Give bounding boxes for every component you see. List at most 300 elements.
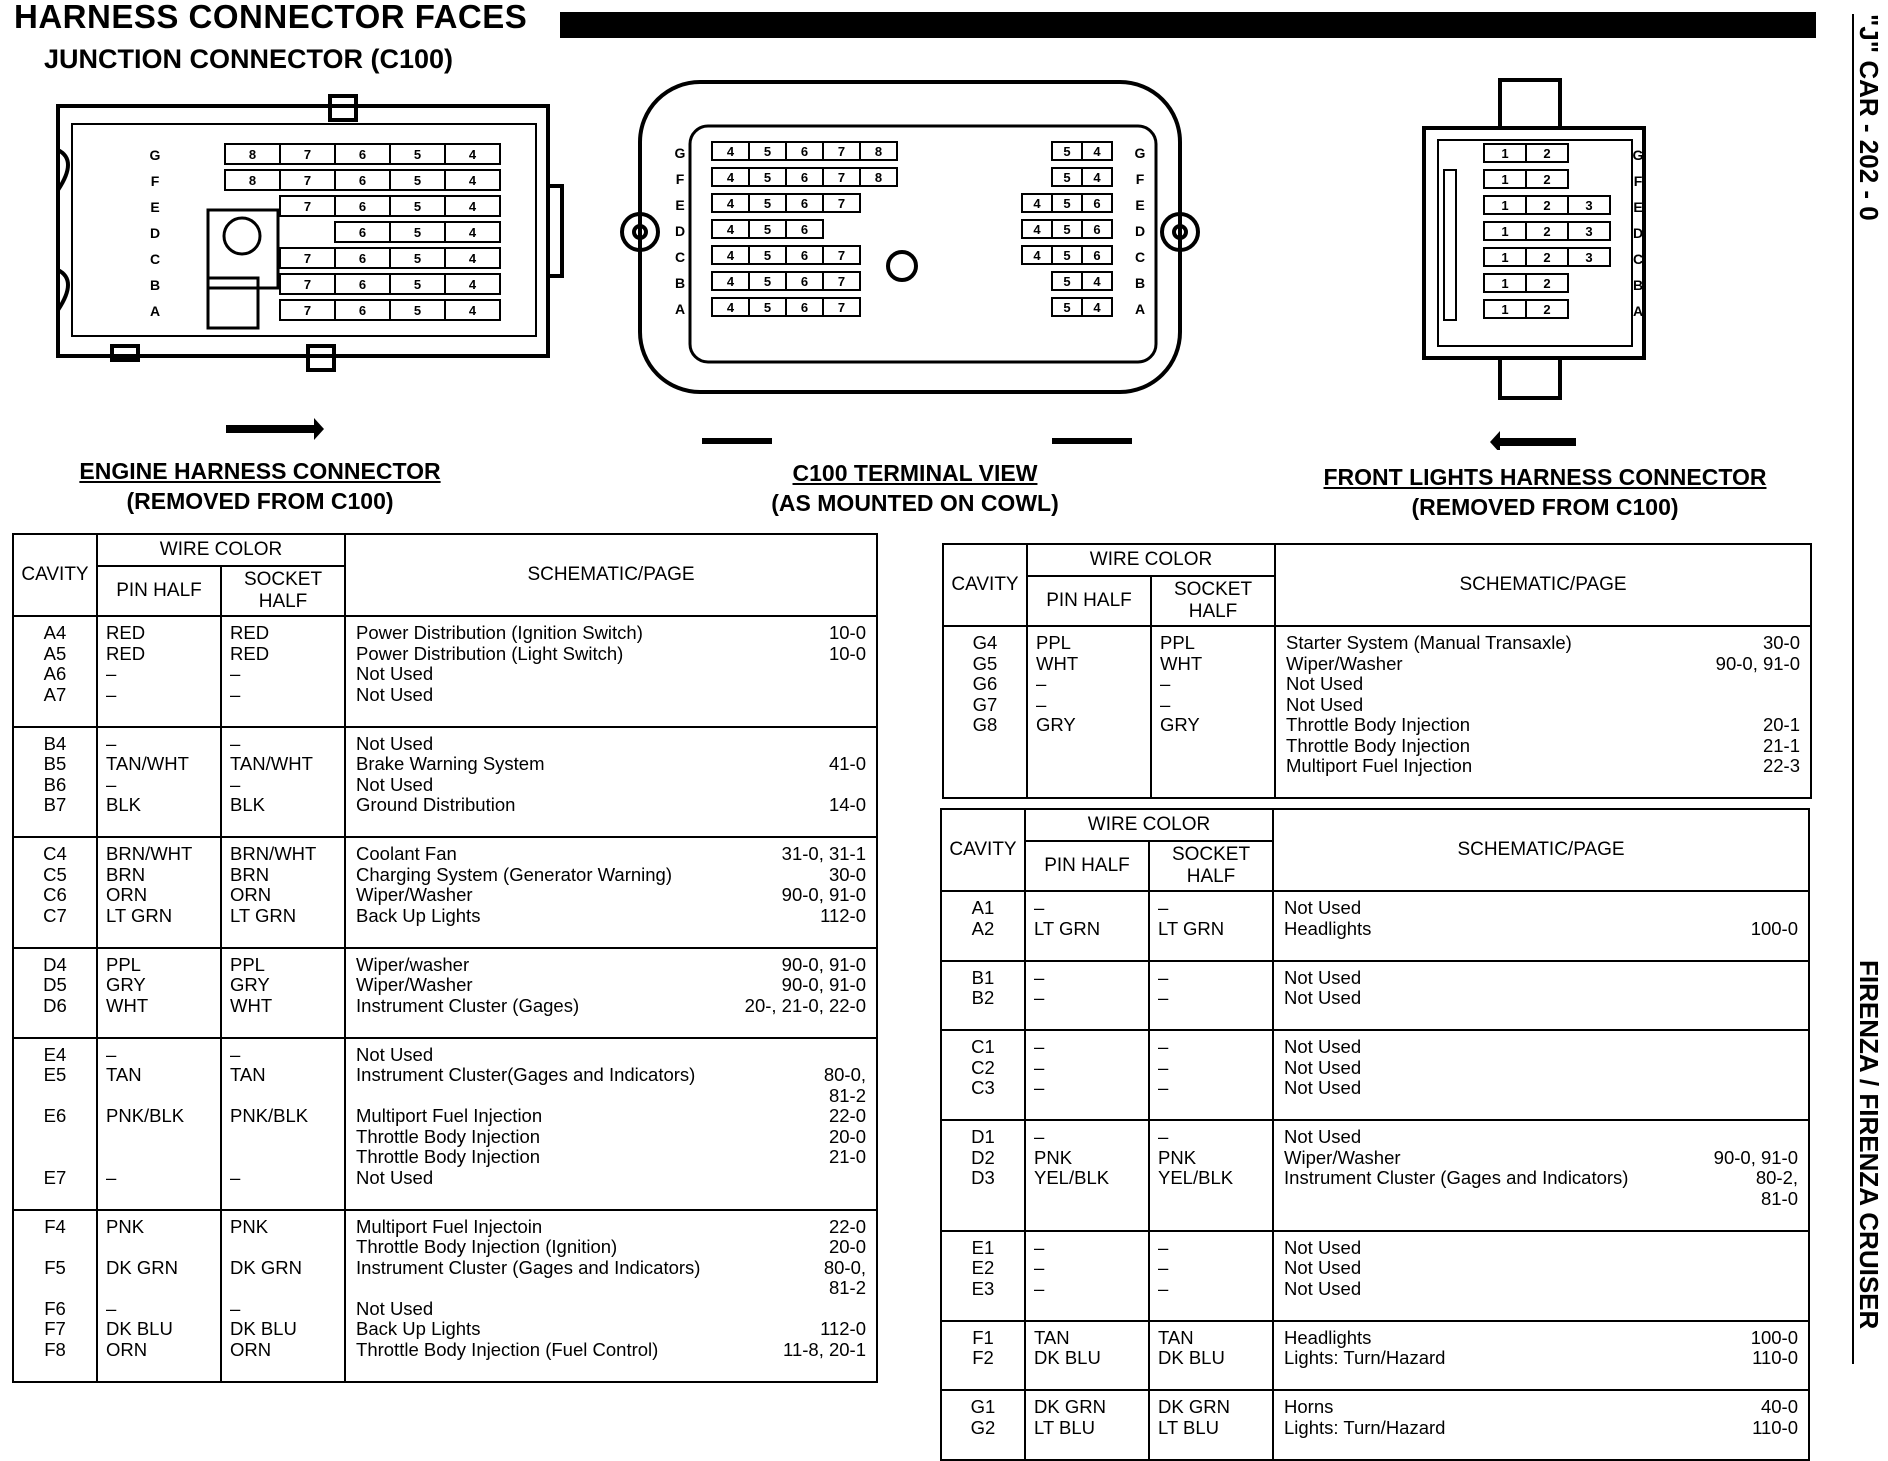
terminal-cavity-number: 7 — [837, 300, 846, 315]
cavity-id: F1 — [972, 1326, 994, 1348]
schematic-page: 20-, 21-0, 22-0 — [744, 994, 867, 1016]
socket-color: DK GRN — [1158, 1396, 1230, 1417]
terminal-cavity-number: 4 — [726, 144, 735, 159]
pin-half-header: PIN HALF — [1027, 576, 1151, 626]
pin-color: – — [1034, 966, 1045, 988]
schematic-name: Not Used — [356, 1166, 434, 1188]
terminal-row-letter-left: E — [675, 197, 685, 213]
row-spacer — [1284, 1369, 1798, 1390]
cavity-id: G6 — [972, 673, 998, 694]
schematic-name: Not Used — [356, 1043, 434, 1065]
socket-color: TAN — [230, 1064, 266, 1085]
table-row — [13, 948, 877, 1038]
pin-color: – — [1034, 1056, 1045, 1078]
row-spacer — [356, 1016, 866, 1037]
pin-color: PNK/BLK — [106, 1105, 185, 1126]
schematic-line — [356, 955, 866, 976]
front-cavity-number: 3 — [1585, 224, 1593, 239]
socket-color: – — [1158, 1236, 1169, 1258]
g-wiring-table — [942, 543, 1812, 799]
terminal-cavity-number: 5 — [763, 248, 772, 263]
schematic-name: Not Used — [1284, 1036, 1362, 1057]
schematic-line — [1284, 1258, 1798, 1279]
schematic-line — [356, 975, 866, 996]
terminal-caption-note: (AS MOUNTED ON COWL) — [771, 490, 1059, 516]
engine-cavity-number: 5 — [413, 251, 422, 266]
cavity-id: A1 — [971, 897, 995, 918]
engine-cavity-number: 6 — [358, 199, 367, 214]
schematic-line — [1286, 654, 1800, 675]
schematic-name: Not Used — [1284, 1277, 1362, 1299]
terminal-cavity-number: 5 — [763, 222, 772, 237]
schematic-line — [1284, 968, 1798, 989]
socket-color: – — [1158, 966, 1169, 988]
cavity-id: A7 — [43, 683, 67, 705]
socket-color — [230, 1127, 344, 1148]
socket-color: TAN — [1158, 1326, 1194, 1348]
wire-color-header: WIRE COLOR — [97, 534, 345, 566]
schematic-page: 21-1 — [1762, 734, 1801, 756]
schematic-line — [356, 1217, 866, 1238]
left-wiring-table — [12, 533, 878, 1383]
socket-color: – — [230, 683, 241, 705]
pin-color: – — [106, 683, 117, 705]
terminal-cavity-number: 4 — [726, 300, 735, 315]
pin-color: PNK — [106, 1215, 145, 1237]
cavity-id: G5 — [972, 652, 998, 674]
engine-cavity-number: 4 — [468, 303, 477, 318]
pin-color: WHT — [1036, 652, 1079, 674]
schematic-page: 10-0 — [828, 622, 867, 643]
schematic-page: 21-0 — [828, 1146, 867, 1167]
cavity-header: CAVITY — [941, 809, 1025, 891]
socket-color: – — [230, 1166, 241, 1188]
socket-color: GRY — [1160, 714, 1200, 735]
schematic-page: 10-0 — [828, 642, 867, 664]
socket-color — [230, 1147, 344, 1168]
terminal-cavity-number: 6 — [800, 222, 809, 237]
cavity-id: F7 — [44, 1318, 66, 1339]
schematic-name: Not Used — [1284, 1236, 1362, 1258]
pin-color: BLK — [106, 794, 141, 815]
front-row-letter: E — [1633, 199, 1643, 215]
pin-color: PNK — [1034, 1146, 1073, 1168]
schematic-line — [356, 623, 866, 644]
cavity-header: CAVITY — [13, 534, 97, 616]
socket-color: – — [230, 1043, 241, 1065]
schematic-name: Multiport Fuel Injection — [356, 1105, 543, 1126]
direction-arrows — [226, 418, 1576, 450]
engine-cavity-number: 7 — [303, 147, 312, 162]
schematic-line — [1284, 1058, 1798, 1079]
schematic-line — [356, 865, 866, 886]
cavity-id: B7 — [43, 794, 67, 815]
engine-cavity-number: 8 — [248, 173, 257, 188]
front-cavity-number: 1 — [1501, 302, 1509, 317]
terminal-cavity-number: 5 — [1063, 300, 1071, 315]
schematic-line — [356, 734, 866, 755]
schematic-page: 22-3 — [1762, 755, 1801, 776]
engine-row-letter: C — [149, 251, 161, 267]
schematic-page: 11-8, 20-1 — [783, 1338, 867, 1360]
schematic-name: Instrument Cluster(Gages and Indicators) — [356, 1064, 696, 1085]
socket-color: YEL/BLK — [1158, 1167, 1234, 1188]
schematic-line — [356, 775, 866, 796]
schematic-name: Ground Distribution — [356, 794, 516, 815]
table-row — [941, 1231, 1809, 1321]
cavity-id: E2 — [971, 1257, 995, 1278]
pin-color — [106, 1127, 220, 1148]
pin-color — [106, 1278, 220, 1299]
schematic-name: Not Used — [1284, 987, 1362, 1008]
schematic-line — [356, 1147, 866, 1168]
schematic-name: Starter System (Manual Transaxle) — [1286, 632, 1572, 653]
schematic-name: Not Used — [1284, 1126, 1362, 1147]
schematic-line — [356, 1106, 866, 1127]
cavity-id: E7 — [43, 1166, 67, 1188]
side-label-page: "J" CAR - 202 - 0 — [1854, 14, 1884, 221]
engine-cavity-number: 6 — [358, 173, 367, 188]
cavity-id: A2 — [971, 917, 995, 939]
cavity-id: G7 — [972, 693, 998, 715]
pin-color: TAN/WHT — [106, 753, 189, 774]
pin-color: TAN — [1034, 1326, 1070, 1348]
cavity-id: F6 — [44, 1297, 66, 1319]
socket-color: – — [230, 1297, 241, 1319]
front-cavity-number: 2 — [1543, 146, 1551, 161]
terminal-cavity-number: 5 — [763, 274, 772, 289]
front-caption-note: (REMOVED FROM C100) — [1411, 494, 1679, 520]
engine-cavity-number: 7 — [303, 303, 312, 318]
terminal-cavity-number: 4 — [1033, 196, 1041, 211]
schematic-line — [1284, 1418, 1798, 1439]
socket-color: ORN — [230, 1338, 272, 1360]
schematic-page: 81-2 — [828, 1084, 867, 1106]
schematic-name: Multiport Fuel Injection — [1286, 755, 1473, 776]
pin-color: – — [106, 1166, 117, 1188]
engine-cavity-number: 4 — [468, 277, 477, 292]
page-title: HARNESS CONNECTOR FACES — [14, 0, 528, 35]
front-cavity-number: 2 — [1543, 198, 1551, 213]
pin-color: DK BLU — [1034, 1347, 1101, 1368]
row-spacer — [356, 816, 866, 837]
engine-row-letter: D — [149, 225, 161, 241]
socket-color: ORN — [230, 884, 272, 905]
terminal-cavity-number: 6 — [1093, 222, 1101, 237]
schematic-page: 112-0 — [820, 1318, 867, 1339]
schematic-page: 81-0 — [1760, 1187, 1799, 1209]
socket-color: DK BLU — [230, 1318, 297, 1339]
cavity-id: A5 — [43, 642, 67, 664]
pin-color: – — [106, 663, 117, 684]
front-row-letter: F — [1633, 173, 1643, 189]
wire-color-header: WIRE COLOR — [1027, 544, 1275, 576]
schematic-line — [1284, 1127, 1798, 1148]
schematic-page: 90-0, 91-0 — [781, 884, 867, 905]
front-cavity-number: 2 — [1543, 276, 1551, 291]
terminal-cavity-number: 8 — [874, 170, 883, 185]
terminal-row-letter-right: G — [1134, 145, 1146, 161]
socket-color: PNK — [230, 1215, 269, 1237]
terminal-cavity-number: 4 — [1093, 144, 1101, 159]
terminal-cavity-number: 4 — [726, 196, 735, 211]
engine-cavity-number: 6 — [358, 147, 367, 162]
schematic-line — [1286, 736, 1800, 757]
front-wiring-table — [940, 808, 1810, 1461]
terminal-cavity-number: 5 — [1063, 222, 1071, 237]
socket-color — [230, 1237, 344, 1258]
row-spacer — [1284, 1438, 1798, 1459]
cavity-id: E5 — [43, 1064, 67, 1085]
terminal-row-letter-right: D — [1134, 223, 1146, 239]
front-cavity-number: 1 — [1501, 224, 1509, 239]
table-row — [941, 1321, 1809, 1391]
table-row — [941, 891, 1809, 961]
socket-color: TAN/WHT — [230, 753, 313, 774]
pin-color: TAN — [106, 1064, 142, 1085]
front-cavity-number: 1 — [1501, 146, 1509, 161]
schematic-line — [356, 1086, 866, 1107]
socket-color — [230, 1086, 344, 1107]
cavity-id: F8 — [44, 1338, 66, 1360]
pin-color: YEL/BLK — [1034, 1167, 1110, 1188]
engine-cavity-number: 7 — [303, 277, 312, 292]
pin-color: – — [106, 1297, 117, 1319]
engine-caption-title: ENGINE HARNESS CONNECTOR — [79, 458, 441, 484]
schematic-line — [356, 885, 866, 906]
pin-color: – — [1034, 987, 1045, 1008]
socket-color: LT GRN — [230, 904, 297, 926]
terminal-row-letter-right: F — [1135, 171, 1145, 187]
socket-color: PPL — [1160, 632, 1195, 653]
terminal-row-letter-right: B — [1134, 275, 1146, 291]
cavity-id: D5 — [43, 974, 67, 995]
cavity-id: F2 — [972, 1347, 994, 1368]
terminal-cavity-number: 4 — [1033, 222, 1041, 237]
row-spacer — [356, 1360, 866, 1381]
schematic-line — [1284, 1238, 1798, 1259]
row-spacer — [1284, 1209, 1798, 1230]
pin-color: ORN — [106, 884, 148, 905]
schematic-page: 110-0 — [1752, 1347, 1799, 1368]
socket-color: DK GRN — [230, 1256, 302, 1278]
engine-cavity-number: 7 — [303, 199, 312, 214]
front-cavity-number: 3 — [1585, 198, 1593, 213]
schematic-line — [1284, 1168, 1798, 1189]
schematic-line — [1284, 1078, 1798, 1099]
pin-color: – — [106, 773, 117, 795]
engine-cavity-number: 7 — [303, 173, 312, 188]
terminal-cavity-number: 4 — [726, 170, 735, 185]
socket-color: WHT — [230, 994, 273, 1016]
table-row — [13, 1210, 877, 1382]
pin-color: RED — [106, 642, 146, 664]
engine-caption — [60, 456, 460, 516]
engine-cavity-number: 4 — [468, 251, 477, 266]
engine-cavity-number: 6 — [358, 225, 367, 240]
cavity-id: D1 — [971, 1126, 995, 1147]
schematic-line — [356, 1340, 866, 1361]
terminal-cavity-number: 4 — [726, 222, 735, 237]
cavity-id: C4 — [43, 843, 67, 864]
schematic-line — [356, 1278, 866, 1299]
terminal-cavity-number: 5 — [1063, 248, 1071, 263]
schematic-line — [356, 644, 866, 665]
schematic-name: Not Used — [356, 1297, 434, 1319]
engine-row-letter: G — [149, 147, 161, 163]
schematic-name: Power Distribution (Ignition Switch) — [356, 622, 643, 643]
cavity-id: F5 — [44, 1256, 66, 1278]
schematic-name: Wiper/Washer — [356, 884, 473, 905]
pin-color: – — [106, 1043, 117, 1065]
terminal-cavity-number: 5 — [763, 196, 772, 211]
schematic-line — [356, 754, 866, 775]
cavity-id: D3 — [971, 1167, 995, 1188]
schematic-page: 90-0, 91-0 — [1715, 652, 1801, 674]
schematic-name: Throttle Body Injection — [356, 1125, 541, 1147]
terminal-cavity-number: 5 — [763, 170, 772, 185]
schematic-line — [356, 1045, 866, 1066]
socket-color: BRN — [230, 863, 270, 885]
schematic-name: Wiper/Washer — [1286, 652, 1403, 674]
table-row — [941, 1390, 1809, 1460]
side-label-model: FIRENZA / FIRENZA CRUISER — [1854, 960, 1884, 1330]
table-row — [13, 837, 877, 948]
schematic-name: Throttle Body Injection — [356, 1146, 541, 1167]
socket-color: PPL — [230, 953, 265, 975]
schematic-name: Multiport Fuel Injectoin — [356, 1215, 543, 1237]
socket-color: – — [230, 663, 241, 684]
cavity-id: E6 — [43, 1105, 67, 1126]
row-spacer — [1284, 1009, 1798, 1030]
schematic-page: 112-0 — [820, 904, 867, 926]
schematic-header: SCHEMATIC/PAGE — [345, 534, 877, 616]
row-spacer — [1286, 777, 1800, 798]
terminal-row-letter-right: A — [1134, 301, 1146, 317]
cavity-id — [14, 1278, 96, 1299]
schematic-line — [1284, 1397, 1798, 1418]
front-cavity-number: 2 — [1543, 302, 1551, 317]
cavity-id: B6 — [43, 773, 67, 795]
page-subtitle: JUNCTION CONNECTOR (C100) — [44, 44, 454, 74]
socket-color — [230, 1278, 344, 1299]
pin-color: GRY — [1036, 714, 1076, 735]
cavity-id: C3 — [971, 1077, 995, 1098]
schematic-line — [356, 1299, 866, 1320]
engine-cavity-number: 5 — [413, 199, 422, 214]
terminal-caption-title: C100 TERMINAL VIEW — [792, 460, 1038, 486]
schematic-line — [1284, 898, 1798, 919]
schematic-line — [1286, 674, 1800, 695]
schematic-name: Coolant Fan — [356, 843, 457, 864]
schematic-name: Throttle Body Injection — [1286, 714, 1471, 735]
socket-color: – — [1160, 693, 1171, 715]
schematic-name: Not Used — [356, 732, 434, 754]
schematic-name: Power Distribution (Light Switch) — [356, 642, 624, 664]
schematic-page: 40-0 — [1760, 1396, 1799, 1417]
pin-color: RED — [106, 622, 146, 643]
socket-color: LT GRN — [1158, 917, 1225, 939]
schematic-page: 30-0 — [828, 863, 867, 885]
cavity-id: C6 — [43, 884, 67, 905]
cavity-id: E1 — [971, 1236, 995, 1258]
cavity-id — [14, 1237, 96, 1258]
schematic-page: 20-0 — [828, 1236, 867, 1257]
schematic-line — [356, 996, 866, 1017]
terminal-cavity-number: 5 — [763, 144, 772, 159]
schematic-name: Not Used — [1284, 1077, 1362, 1098]
terminal-row-letter-left: B — [674, 275, 686, 291]
schematic-name: Wiper/Washer — [1284, 1146, 1401, 1168]
socket-half-header: SOCKET HALF — [1149, 841, 1273, 891]
schematic-page: 22-0 — [828, 1105, 867, 1126]
socket-color: WHT — [1160, 652, 1203, 674]
socket-color: LT BLU — [1158, 1416, 1220, 1438]
schematic-line — [1286, 756, 1800, 777]
pin-color: – — [1034, 1257, 1045, 1278]
terminal-cavity-number: 6 — [800, 196, 809, 211]
schematic-line — [1284, 1189, 1798, 1210]
schematic-name: Lights: Turn/Hazard — [1284, 1347, 1446, 1368]
front-caption — [1270, 462, 1820, 522]
schematic-line — [1286, 695, 1800, 716]
terminal-cavity-number: 6 — [800, 144, 809, 159]
pin-color: – — [1034, 1277, 1045, 1299]
cavity-id: D6 — [43, 994, 67, 1016]
table-row — [13, 1038, 877, 1210]
front-caption-title: FRONT LIGHTS HARNESS CONNECTOR — [1323, 464, 1767, 490]
front-cavity-number: 2 — [1543, 224, 1551, 239]
schematic-header: SCHEMATIC/PAGE — [1275, 544, 1811, 626]
wire-color-header: WIRE COLOR — [1025, 809, 1273, 841]
schematic-page: 80-2, — [1755, 1167, 1799, 1188]
schematic-line — [356, 795, 866, 816]
cavity-id: B1 — [971, 966, 995, 988]
terminal-cavity-number: 7 — [837, 196, 846, 211]
pin-color: LT GRN — [106, 904, 173, 926]
row-spacer — [356, 1188, 866, 1209]
schematic-name: Instrument Cluster (Gages and Indicators) — [356, 1256, 701, 1278]
pin-color: – — [1034, 1077, 1045, 1098]
cavity-id: D4 — [43, 953, 67, 975]
cavity-id: G4 — [972, 632, 998, 653]
terminal-cavity-number: 5 — [1063, 274, 1071, 289]
pin-half-header: PIN HALF — [1025, 841, 1149, 891]
schematic-line — [1284, 1348, 1798, 1369]
socket-color: PNK — [1158, 1146, 1197, 1168]
cavity-id: F4 — [44, 1215, 66, 1237]
engine-cavity-number: 5 — [413, 225, 422, 240]
pin-color: PPL — [106, 953, 141, 975]
cavity-id: E4 — [43, 1043, 67, 1065]
pin-color: DK GRN — [106, 1256, 178, 1278]
pin-color — [106, 1086, 220, 1107]
cavity-id: G8 — [972, 714, 998, 735]
pin-color: BRN — [106, 863, 146, 885]
schematic-line — [356, 664, 866, 685]
schematic-line — [1284, 1279, 1798, 1300]
schematic-page: 81-2 — [828, 1277, 867, 1298]
schematic-name: Instrument Cluster (Gages and Indicators) — [1284, 1167, 1629, 1188]
socket-color: – — [1158, 1257, 1169, 1278]
pin-color: – — [1034, 897, 1045, 918]
socket-color: GRY — [230, 974, 270, 995]
engine-cavity-number: 4 — [468, 173, 477, 188]
row-spacer — [356, 926, 866, 947]
pin-color: – — [106, 732, 117, 754]
terminal-cavity-number: 5 — [1063, 196, 1071, 211]
table-row — [13, 616, 877, 727]
